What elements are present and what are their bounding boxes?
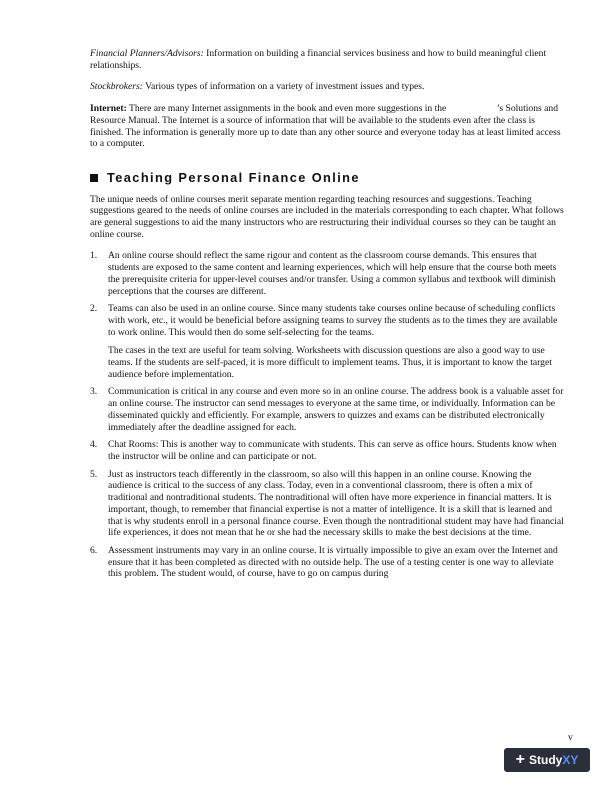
list-item	[90, 469, 564, 539]
item-text: Just as instructors teach differently in the classroom, so also will this happen in an online course. Knowing the audience is critical to the success of any class. Today, even in a conventional classroom, there is often a mix of traditional and nontraditional students. The nontraditional will often have more experience in financial matters. It is important, though, to remember that financial expertise is not a matter of intelligence. It is a skill that is learned and that is why students enroll in a personal finance course. Even though the nontraditional student may have had financial life experiences, it does not mean that he or she had the necessary skills to make the best decisions at the time.	[108, 468, 564, 539]
item-number: 6.	[90, 544, 98, 556]
section-heading	[90, 169, 564, 185]
section-title: Teaching Personal Finance Online	[107, 169, 360, 185]
item-number: 1.	[90, 250, 98, 262]
item-number: 2.	[90, 303, 98, 315]
list-item	[90, 303, 564, 380]
internet-paragraph	[90, 103, 564, 150]
planners-paragraph	[90, 48, 564, 71]
item-number: 3.	[90, 386, 98, 398]
item-text: Assessment instruments may vary in an online course. It is virtually impossible to give an exam over the Internet and ensure that it has been completed as directed with no outside help. The use of a testing center is one way to alleviate this problem. The student would, of course, have to go on campus during	[108, 544, 558, 580]
studyxy-logo	[504, 748, 590, 772]
stockbrokers-paragraph	[90, 81, 564, 93]
plus-icon: +	[515, 751, 525, 768]
internet-text-b: ’s Solutions and Resource Manual. The Internet is a source of information that will be available to the students even after the class is finished. The information is generally more up to date than any other source and everyone today has at least limited access to a computer.	[90, 103, 561, 150]
item-number: 5.	[90, 468, 98, 480]
list-item	[90, 439, 564, 462]
item-text: An online course should reflect the same rigour and content as the classroom course demands. This ensures that students are exposed to the same content and learning experiences, which will help ensure that the course both meets the prerequisite criteria for upper-level courses and/or transfer. Using a common syllabus and textbook will diminish perceptions that the courses are different.	[108, 250, 557, 297]
internet-label: Internet:	[90, 103, 127, 115]
list-item	[90, 250, 564, 297]
square-bullet-icon	[90, 174, 98, 182]
planners-label: Financial Planners/Advisors:	[90, 48, 204, 59]
document-page	[90, 48, 564, 586]
page-number: v	[568, 732, 573, 743]
item-text: Chat Rooms: This is another way to communicate with students. This can serve as office hours. Students know when the instructor will be online and can participate or not.	[108, 439, 557, 462]
logo-study: Study	[528, 753, 563, 767]
section-intro: The unique needs of online courses merit separate mention regarding teaching resources and suggestions. Teaching suggestions geared to the needs of online courses are included in the materials corresponding to each chapter. What follows are general suggestions to aid the many instructors who are restructuring their individual courses so they can be taught an online course.	[90, 193, 564, 240]
stockbrokers-text: Various types of information on a variety of investment issues and types.	[142, 81, 425, 93]
item-text-continued: The cases in the text are useful for team solving. Worksheets with discussion questions are also a good way to use teams. If the students are self-paced, it is more difficult to implement teams. Thus, it is important to know the target audience before implementation.	[108, 345, 552, 380]
suggestion-list	[90, 250, 564, 580]
item-text: Communication is critical in any course and even more so in an online course. The address book is a valuable asset for an online course. The instructor can send messages to everyone at the same time, or individually. Information can be disseminated quickly and efficiently. For example, answers to quizzes and exams can be distributed electronically immediately after the deadline assigned for each.	[108, 386, 564, 433]
planners-text: Information on building a financial services business and how to build meaningful client relationships.	[90, 48, 547, 71]
item-number: 4.	[90, 439, 98, 451]
internet-text-a: There are many Internet assignments in the book and even more suggestions in the	[126, 103, 449, 115]
logo-xy: XY	[562, 753, 579, 767]
item-text: Teams can also be used in an online course. Since many students take courses online because of scheduling conflicts with work, etc., it would be beneficial before assigning teams to survey the students as to the times they are available to work online. This would then do some self-selecting for the teams.	[108, 303, 558, 338]
list-item	[90, 545, 564, 580]
stockbrokers-label: Stockbrokers:	[90, 81, 143, 93]
list-item	[90, 386, 564, 433]
